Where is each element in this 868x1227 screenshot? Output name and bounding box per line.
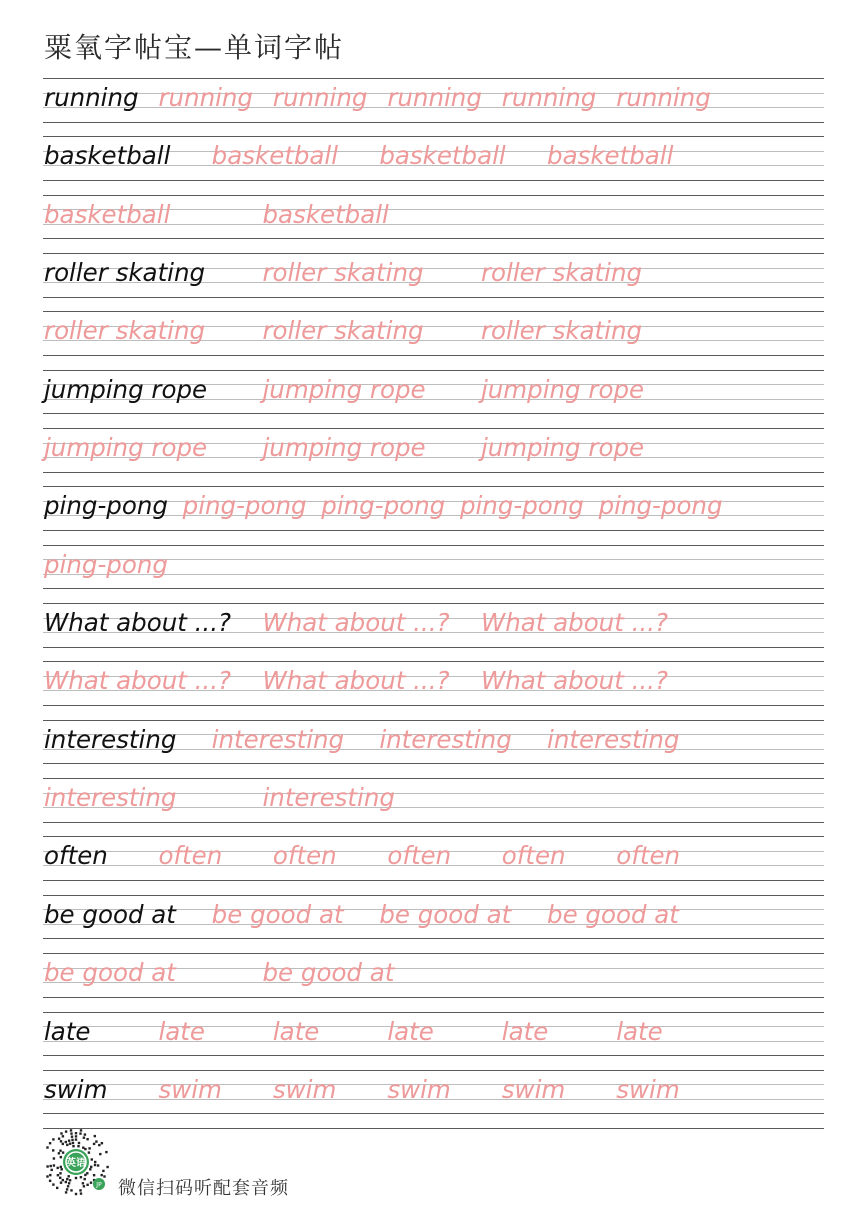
qr-module: [57, 1167, 59, 1169]
trace-word: basketball: [44, 199, 171, 229]
trace-word: What about ...?: [262, 608, 450, 638]
trace-word: be good at: [262, 958, 395, 988]
trace-word: ping-pong: [182, 491, 307, 521]
qr-badge-text: 英语: [66, 1158, 86, 1169]
qr-module: [60, 1132, 62, 1134]
qr-module: [101, 1142, 103, 1144]
qr-module: [59, 1172, 61, 1174]
model-word: often: [44, 841, 108, 871]
ruling-line: [43, 545, 824, 546]
trace-word: jumping rope: [480, 374, 645, 404]
practice-row: [43, 661, 824, 719]
trace-word: jumping rope: [262, 433, 426, 463]
trace-word: often: [387, 841, 452, 871]
practice-row: [43, 1070, 824, 1128]
trace-word: ping-pong: [598, 491, 723, 521]
qr-module: [53, 1157, 55, 1159]
qr-module: [97, 1164, 99, 1166]
qr-module: [59, 1177, 61, 1179]
practice-row: [43, 720, 824, 778]
trace-word: be good at: [547, 899, 679, 929]
trace-word: roller skating: [480, 316, 643, 346]
qr-module: [83, 1137, 85, 1139]
qr-module: [58, 1152, 60, 1154]
qr-module: [75, 1193, 77, 1195]
qr-module: [49, 1174, 51, 1176]
qr-module: [62, 1179, 64, 1181]
trace-word: running: [616, 83, 711, 112]
qr-module: [83, 1185, 85, 1187]
trace-word: ping-pong: [44, 549, 168, 579]
trace-word: basketball: [262, 199, 389, 229]
trace-word: interesting: [44, 783, 177, 813]
trace-word: What about ...?: [44, 666, 232, 696]
qr-module: [80, 1176, 82, 1178]
qr-module: [61, 1168, 63, 1170]
trace-word: running: [158, 83, 253, 112]
qr-module: [75, 1135, 77, 1137]
qr-module: [50, 1165, 52, 1167]
practice-row: [43, 311, 824, 369]
handwriting-sheet: [43, 78, 824, 1129]
qr-module: [70, 1132, 72, 1134]
trace-word: roller skating: [44, 316, 206, 346]
ruling-line: [43, 136, 824, 137]
ruling-line: [43, 661, 824, 662]
practice-row: [43, 778, 824, 836]
trace-word: roller skating: [262, 316, 424, 346]
ruling-line: [43, 953, 824, 954]
practice-row: [43, 78, 824, 136]
model-word: basketball: [44, 141, 171, 171]
trace-word: running: [272, 83, 368, 112]
ruling-line: [43, 720, 824, 721]
trace-word: interesting: [379, 724, 512, 754]
qr-module: [68, 1182, 70, 1184]
trace-word: late: [387, 1016, 434, 1046]
page-title: 粟氧字帖宝—单词字帖: [44, 31, 345, 64]
model-word: be good at: [44, 899, 176, 929]
qr-module: [80, 1192, 82, 1194]
ruling-line: [43, 370, 824, 371]
ruling-line: [43, 603, 824, 604]
trace-word: late: [501, 1016, 549, 1046]
qr-module: [79, 1189, 81, 1191]
qr-module: [49, 1142, 51, 1144]
qr-module: [99, 1153, 101, 1155]
qr-module: [88, 1147, 90, 1149]
qr-module: [102, 1170, 104, 1172]
qr-module: [89, 1168, 91, 1170]
qr-module: [68, 1140, 70, 1142]
qr-module: [60, 1156, 62, 1158]
qr-module: [46, 1165, 48, 1167]
trace-word: often: [616, 841, 681, 871]
trace-word: What about ...?: [262, 666, 450, 696]
trace-word: What about ...?: [480, 608, 668, 638]
trace-word: swim: [387, 1074, 451, 1104]
trace-word: often: [272, 841, 337, 871]
trace-word: jumping rope: [44, 433, 208, 463]
qr-module: [84, 1148, 86, 1150]
qr-module: [67, 1185, 69, 1187]
qr-module: [68, 1175, 70, 1177]
qr-module: [52, 1149, 54, 1151]
qr-module: [105, 1151, 107, 1153]
qr-module: [62, 1151, 64, 1153]
qr-module: [72, 1142, 74, 1144]
qr-module: [91, 1158, 93, 1160]
qr-module: [72, 1145, 74, 1147]
ruling-line: [43, 880, 824, 881]
qr-module: [75, 1177, 77, 1179]
model-word: jumping rope: [44, 374, 208, 404]
qr-module: [84, 1178, 86, 1180]
qr-module: [51, 1169, 53, 1171]
practice-row: [43, 136, 824, 194]
qr-module: [66, 1178, 68, 1180]
audio-caption: 微信扫码听配套音频: [118, 1178, 289, 1199]
qr-module: [62, 1143, 64, 1145]
qr-module: [65, 1191, 67, 1193]
qr-module: [59, 1150, 61, 1152]
qr-module: [65, 1130, 67, 1132]
practice-row: [43, 253, 824, 311]
qr-module: [70, 1129, 72, 1131]
ruling-line: [43, 253, 824, 254]
qr-module: [84, 1133, 86, 1135]
qr-module: [58, 1138, 60, 1140]
qr-module: [94, 1135, 96, 1137]
qr-module: [94, 1161, 96, 1163]
trace-word: often: [501, 841, 566, 871]
trace-word: roller skating: [262, 258, 424, 288]
trace-word: interesting: [547, 724, 680, 754]
trace-word: be good at: [379, 899, 512, 929]
trace-word: ping-pong: [459, 491, 584, 521]
ruling-line: [43, 195, 824, 196]
qr-module: [75, 1138, 77, 1140]
qr-module: [78, 1142, 80, 1144]
trace-word: late: [158, 1016, 205, 1046]
ruling-line: [43, 836, 824, 837]
trace-word: late: [616, 1016, 663, 1046]
ruling-line: [43, 530, 824, 531]
qr-module: [56, 1187, 58, 1189]
audio-footer: [42, 1128, 542, 1198]
qr-module: [60, 1140, 62, 1142]
model-word: running: [44, 83, 139, 112]
practice-row: [43, 195, 824, 253]
qr-module: [106, 1166, 108, 1168]
model-word: ping-pong: [44, 491, 168, 521]
qr-module: [77, 1145, 79, 1147]
ruling-line: [43, 588, 824, 589]
model-word: What about ...?: [44, 608, 232, 638]
practice-row: [43, 895, 824, 953]
ruling-line: [43, 413, 824, 414]
qr-module: [66, 1144, 68, 1146]
trace-word: swim: [158, 1074, 222, 1104]
trace-word: What about ...?: [480, 666, 668, 696]
ruling-line: [43, 1012, 824, 1013]
trace-word: swim: [501, 1074, 566, 1104]
qr-module: [49, 1180, 51, 1182]
ruling-line: [43, 311, 824, 312]
ruling-line: [43, 180, 824, 181]
qr-module: [79, 1132, 81, 1134]
trace-word: roller skating: [480, 258, 643, 288]
qr-module: [66, 1188, 68, 1190]
trace-word: interesting: [262, 783, 395, 813]
qr-module: [65, 1181, 67, 1183]
trace-word: basketball: [379, 141, 506, 171]
practice-row: [43, 545, 824, 603]
qr-module: [88, 1151, 90, 1153]
qr-module: [53, 1164, 55, 1166]
qr-module: [98, 1144, 100, 1146]
ruling-line: [43, 763, 824, 764]
qr-module: [69, 1143, 71, 1145]
qr-module: [94, 1164, 96, 1166]
trace-word: ping-pong: [321, 491, 446, 521]
qr-module: [80, 1129, 82, 1131]
ruling-line: [43, 238, 824, 239]
qr-small-badge-text: JP: [96, 1181, 102, 1189]
qr-module: [69, 1179, 71, 1181]
trace-word: be good at: [211, 899, 344, 929]
qr-module: [65, 1141, 67, 1143]
practice-row: [43, 486, 824, 544]
qr-module: [101, 1174, 103, 1176]
qr-module: [90, 1182, 92, 1184]
qr-module: [82, 1147, 84, 1149]
qr-module: [57, 1174, 59, 1176]
model-word: interesting: [44, 724, 177, 754]
ruling-line: [43, 1070, 824, 1071]
qr-module: [46, 1146, 48, 1148]
trace-word: late: [272, 1016, 320, 1046]
qr-module: [71, 1139, 73, 1141]
ruling-line: [43, 78, 824, 79]
ruling-line: [43, 938, 824, 939]
model-word: roller skating: [44, 258, 206, 288]
practice-row: [43, 603, 824, 661]
trace-word: jumping rope: [262, 374, 426, 404]
trace-word: swim: [616, 1074, 680, 1104]
practice-row: [43, 953, 824, 1011]
qr-module: [52, 1183, 54, 1185]
ruling-line: [43, 1113, 824, 1114]
practice-row: [43, 836, 824, 894]
trace-word: often: [158, 841, 223, 871]
qr-module: [71, 1136, 73, 1138]
qr-module: [60, 1166, 62, 1168]
ruling-line: [43, 486, 824, 487]
qr-module: [95, 1140, 97, 1142]
qr-module: [75, 1132, 77, 1134]
model-word: swim: [44, 1074, 108, 1104]
ruling-line: [43, 297, 824, 298]
model-word: late: [44, 1016, 91, 1046]
qr-module: [86, 1184, 88, 1186]
qr-module: [46, 1175, 48, 1177]
trace-word: running: [387, 83, 482, 112]
qr-module: [70, 1189, 72, 1191]
ruling-line: [43, 472, 824, 473]
ruling-line: [43, 895, 824, 896]
qr-module: [52, 1138, 54, 1140]
trace-word: be good at: [44, 958, 176, 988]
ruling-line: [43, 705, 824, 706]
qr-module: [90, 1166, 92, 1168]
qr-code-icon[interactable]: [42, 1128, 110, 1196]
qr-module: [62, 1135, 64, 1137]
trace-word: running: [501, 83, 597, 112]
ruling-line: [43, 355, 824, 356]
qr-module: [84, 1174, 86, 1176]
ruling-line: [43, 778, 824, 779]
practice-row: [43, 370, 824, 428]
qr-module: [93, 1174, 95, 1176]
ruling-line: [43, 822, 824, 823]
trace-word: swim: [272, 1074, 337, 1104]
ruling-line: [43, 647, 824, 648]
ruling-line: [43, 428, 824, 429]
ruling-line: [43, 997, 824, 998]
qr-module: [103, 1175, 105, 1177]
qr-module: [86, 1138, 88, 1140]
qr-module: [60, 1182, 62, 1184]
trace-word: basketball: [211, 141, 339, 171]
practice-row: [43, 428, 824, 486]
ruling-line: [43, 122, 824, 123]
qr-module: [93, 1143, 95, 1145]
trace-word: basketball: [547, 141, 674, 171]
ruling-line: [43, 1055, 824, 1056]
trace-word: jumping rope: [480, 433, 645, 463]
trace-word: interesting: [211, 724, 345, 754]
qr-module: [82, 1182, 84, 1184]
practice-row: [43, 1012, 824, 1070]
